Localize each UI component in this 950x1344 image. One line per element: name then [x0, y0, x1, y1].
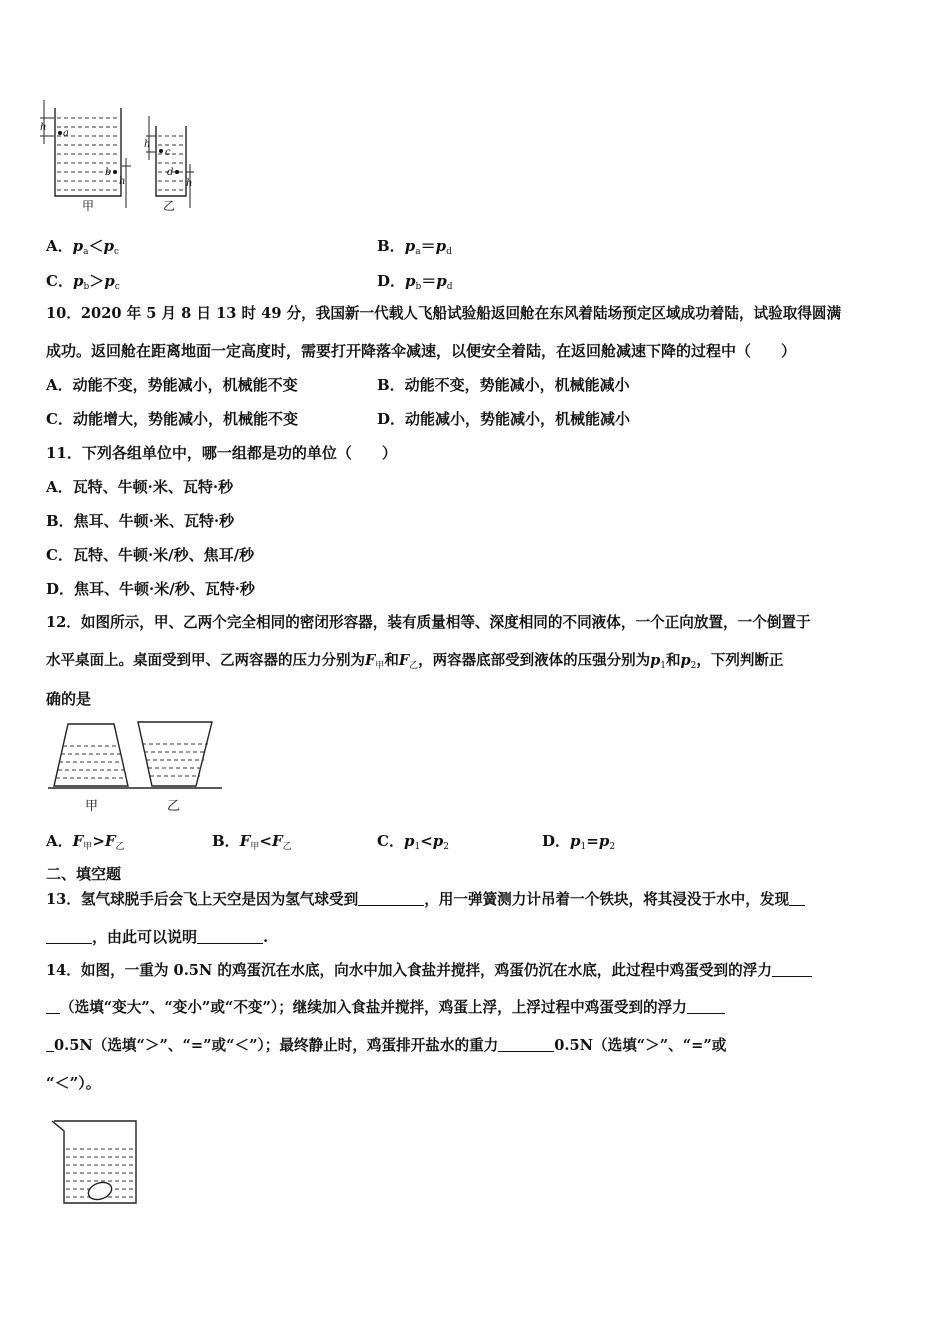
- q9-label-jia: 甲: [82, 199, 95, 213]
- q9-label-h-yi-right: h: [186, 178, 193, 189]
- q11-option-c: C．瓦特、牛顿·米/秒、焦耳/秒: [46, 546, 255, 564]
- q12-stem-line1: 12．如图所示，甲、乙两个完全相同的密闭形容器，装有质量相等、深度相同的不同液体，一个正向放置，一个倒置于: [46, 614, 811, 631]
- q14-blank-3[interactable]: [498, 1037, 554, 1052]
- q12-figure: [46, 716, 226, 816]
- q12-label-yi: 乙: [167, 799, 181, 814]
- q12-option-c: C．$p_1<p_2$: [377, 832, 449, 852]
- q9-label-yi: 乙: [163, 199, 176, 213]
- q10-option-a: A．动能不变，势能减小，机械能不变: [46, 376, 298, 394]
- q10-stem-line2: 成功。返回舱在距离地面一定高度时，需要打开降落伞减速，以便安全着陆，在返回舱减速下降的过程中（ ）: [46, 342, 797, 360]
- q14-blank-1-cont[interactable]: [46, 999, 60, 1014]
- q11-option-d: D．焦耳、牛顿·米/秒、瓦特·秒: [46, 580, 255, 598]
- q9-label-d: d: [167, 167, 174, 178]
- q13-blank-3[interactable]: [197, 929, 263, 944]
- q12-option-d: D．$p_1=p_2$: [542, 832, 616, 852]
- q10-option-b: B．动能不变，势能减小，机械能减小: [377, 376, 630, 394]
- q10-stem-line1: 10．2020 年 5 月 8 日 13 时 49 分，我国新一代载人飞船试验船返回舱在东风着陆场预定区域成功着陆，试验取得圆满: [46, 305, 842, 322]
- q12-label-jia: 甲: [85, 799, 99, 814]
- q9-label-a: a: [63, 128, 69, 139]
- q9-option-d: D．$p_b=p_d$: [377, 272, 453, 292]
- q11-option-a: A．瓦特、牛顿·米、瓦特·秒: [46, 478, 234, 496]
- q12-option-a: A．$F_甲>F_乙$: [46, 832, 125, 852]
- q9-label-h: h: [40, 122, 47, 133]
- q9-label-b: b: [105, 167, 112, 178]
- q13-stem-line2: ，由此可以说明 .: [46, 927, 268, 947]
- section-title-fill-in: 二、填空题: [46, 865, 122, 883]
- q9-option-c: C．$p_b>p_c$: [46, 272, 120, 292]
- q12-stem-line3: 确的是: [46, 690, 92, 708]
- q14-blank-2[interactable]: [687, 999, 725, 1014]
- q14-blank-1[interactable]: [772, 962, 812, 977]
- q9-option-b: B．$p_a=p_d$: [377, 237, 452, 257]
- q14-stem-line2: （选填“变大”、“变小”或“不变”）；继续加入食盐并搅拌，鸡蛋上浮，上浮过程中鸡蛋受到的浮力: [46, 998, 725, 1018]
- q9-option-a: A．$p_a<p_c$: [46, 237, 120, 257]
- egg-shape: [86, 1179, 114, 1202]
- q13-blank-1[interactable]: [358, 891, 424, 906]
- q11-option-b: B．焦耳、牛顿·米、瓦特·秒: [46, 512, 235, 530]
- q13-stem-line1: 13．氢气球脱手后会飞上天空是因为氢气球受到 ，用一弹簧测力计吊着一个铁块，将其浸没于水中，发现: [46, 890, 805, 910]
- q9-label-h-yi: h: [144, 139, 151, 150]
- q9-label-h-right: h: [119, 176, 126, 187]
- q10-option-d: D．动能减小，势能减小，机械能减小: [377, 410, 631, 428]
- q14-stem-line3: 0.5N（选填“＞”、“=”或“＜”）；最终静止时，鸡蛋排开盐水的重力 0.5N（选填“＞”、“=”或: [46, 1036, 726, 1056]
- q13-blank-2[interactable]: [789, 891, 805, 906]
- q14-stem-line1: 14．如图，一重为 0.5N 的鸡蛋沉在水底，向水中加入食盐并搅拌，鸡蛋仍沉在水底，此过程中鸡蛋受到的浮力: [46, 961, 812, 981]
- q11-stem: 11．下列各组单位中，哪一组都是功的单位（ ）: [46, 444, 397, 462]
- q9-label-c: c: [165, 147, 171, 158]
- q9-figure: [38, 96, 213, 214]
- q10-option-c: C．动能增大，势能减小，机械能不变: [46, 410, 298, 428]
- q14-blank-2-cont[interactable]: [46, 1037, 54, 1052]
- q13-blank-2-cont[interactable]: [46, 929, 92, 944]
- q12-stem-line2: 水平桌面上。桌面受到甲、乙两容器的压力分别为$F_甲$和$F_乙$，两容器底部受到液体的压强分别为$p_1$和$p_2$，下列判断正: [46, 652, 784, 671]
- q12-option-b: B．$F_甲<F_乙$: [212, 832, 292, 852]
- q14-stem-line4: “＜”）。: [46, 1074, 101, 1092]
- q14-beaker-figure: [50, 1115, 146, 1207]
